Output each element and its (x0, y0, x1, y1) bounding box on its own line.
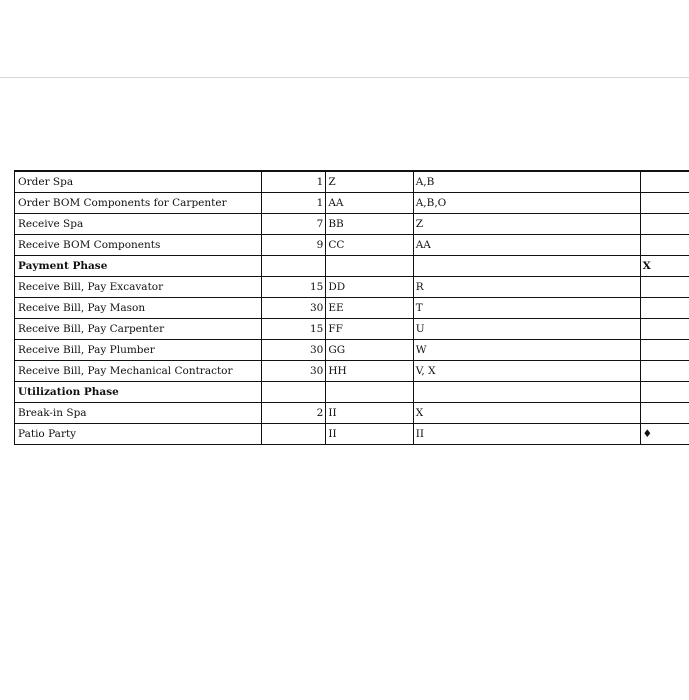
duration-cell: 15 (262, 319, 326, 340)
table-row (15, 214, 689, 235)
task-table (14, 170, 689, 445)
activity-id-cell: Z (326, 171, 413, 193)
task-name-cell: Break-in Spa (15, 403, 262, 424)
task-name-cell: Receive Bill, Pay Mechanical Contractor (15, 361, 262, 382)
activity-id-cell: HH (326, 361, 413, 382)
duration-cell (262, 382, 326, 403)
predecessors-cell (413, 382, 640, 403)
predecessors-cell: II (413, 424, 640, 445)
marker-cell (640, 319, 689, 340)
marker-cell (640, 214, 689, 235)
predecessors-cell (413, 256, 640, 277)
marker-cell (640, 382, 689, 403)
table-row (15, 298, 689, 319)
marker-cell (640, 298, 689, 319)
task-name-cell: Receive Bill, Pay Mason (15, 298, 262, 319)
phase-row (15, 256, 689, 277)
marker-cell (640, 235, 689, 256)
predecessors-cell: Z (413, 214, 640, 235)
table-row (15, 340, 689, 361)
task-name-cell: Order BOM Components for Carpenter (15, 193, 262, 214)
marker-cell (640, 403, 689, 424)
predecessors-cell: R (413, 277, 640, 298)
activity-id-cell (326, 382, 413, 403)
predecessors-cell: V, X (413, 361, 640, 382)
task-name-cell: Patio Party (15, 424, 262, 445)
task-name-cell: Order Spa (15, 171, 262, 193)
duration-cell (262, 256, 326, 277)
marker-cell: X (640, 256, 689, 277)
activity-id-cell: EE (326, 298, 413, 319)
duration-cell: 30 (262, 298, 326, 319)
table-row (15, 235, 689, 256)
top-divider-line (0, 77, 689, 78)
predecessors-cell: X (413, 403, 640, 424)
predecessors-cell: T (413, 298, 640, 319)
milestone-diamond-icon: ♦ (640, 424, 689, 445)
predecessors-cell: A,B,O (413, 193, 640, 214)
phase-heading-cell: Payment Phase (15, 256, 262, 277)
task-name-cell: Receive BOM Components (15, 235, 262, 256)
phase-row (15, 382, 689, 403)
activity-id-cell: AA (326, 193, 413, 214)
predecessors-cell: W (413, 340, 640, 361)
activity-id-cell: FF (326, 319, 413, 340)
duration-cell: 1 (262, 193, 326, 214)
task-name-cell: Receive Spa (15, 214, 262, 235)
activity-id-cell: GG (326, 340, 413, 361)
table-row (15, 361, 689, 382)
table-row (15, 319, 689, 340)
table-row (15, 403, 689, 424)
duration-cell: 30 (262, 361, 326, 382)
activity-id-cell: DD (326, 277, 413, 298)
activity-id-cell (326, 256, 413, 277)
marker-cell (640, 340, 689, 361)
predecessors-cell: AA (413, 235, 640, 256)
task-name-cell: Receive Bill, Pay Excavator (15, 277, 262, 298)
table-row (15, 193, 689, 214)
marker-cell (640, 193, 689, 214)
marker-cell (640, 361, 689, 382)
marker-cell (640, 277, 689, 298)
duration-cell (262, 424, 326, 445)
duration-cell: 1 (262, 171, 326, 193)
table-row (15, 171, 689, 193)
predecessors-cell: A,B (413, 171, 640, 193)
duration-cell: 2 (262, 403, 326, 424)
duration-cell: 9 (262, 235, 326, 256)
activity-id-cell: CC (326, 235, 413, 256)
phase-heading-cell: Utilization Phase (15, 382, 262, 403)
activity-id-cell: BB (326, 214, 413, 235)
activity-id-cell: II (326, 403, 413, 424)
predecessors-cell: U (413, 319, 640, 340)
marker-cell (640, 171, 689, 193)
table-row (15, 277, 689, 298)
duration-cell: 7 (262, 214, 326, 235)
duration-cell: 30 (262, 340, 326, 361)
duration-cell: 15 (262, 277, 326, 298)
task-name-cell: Receive Bill, Pay Plumber (15, 340, 262, 361)
table-row (15, 424, 689, 445)
task-name-cell: Receive Bill, Pay Carpenter (15, 319, 262, 340)
activity-id-cell: II (326, 424, 413, 445)
